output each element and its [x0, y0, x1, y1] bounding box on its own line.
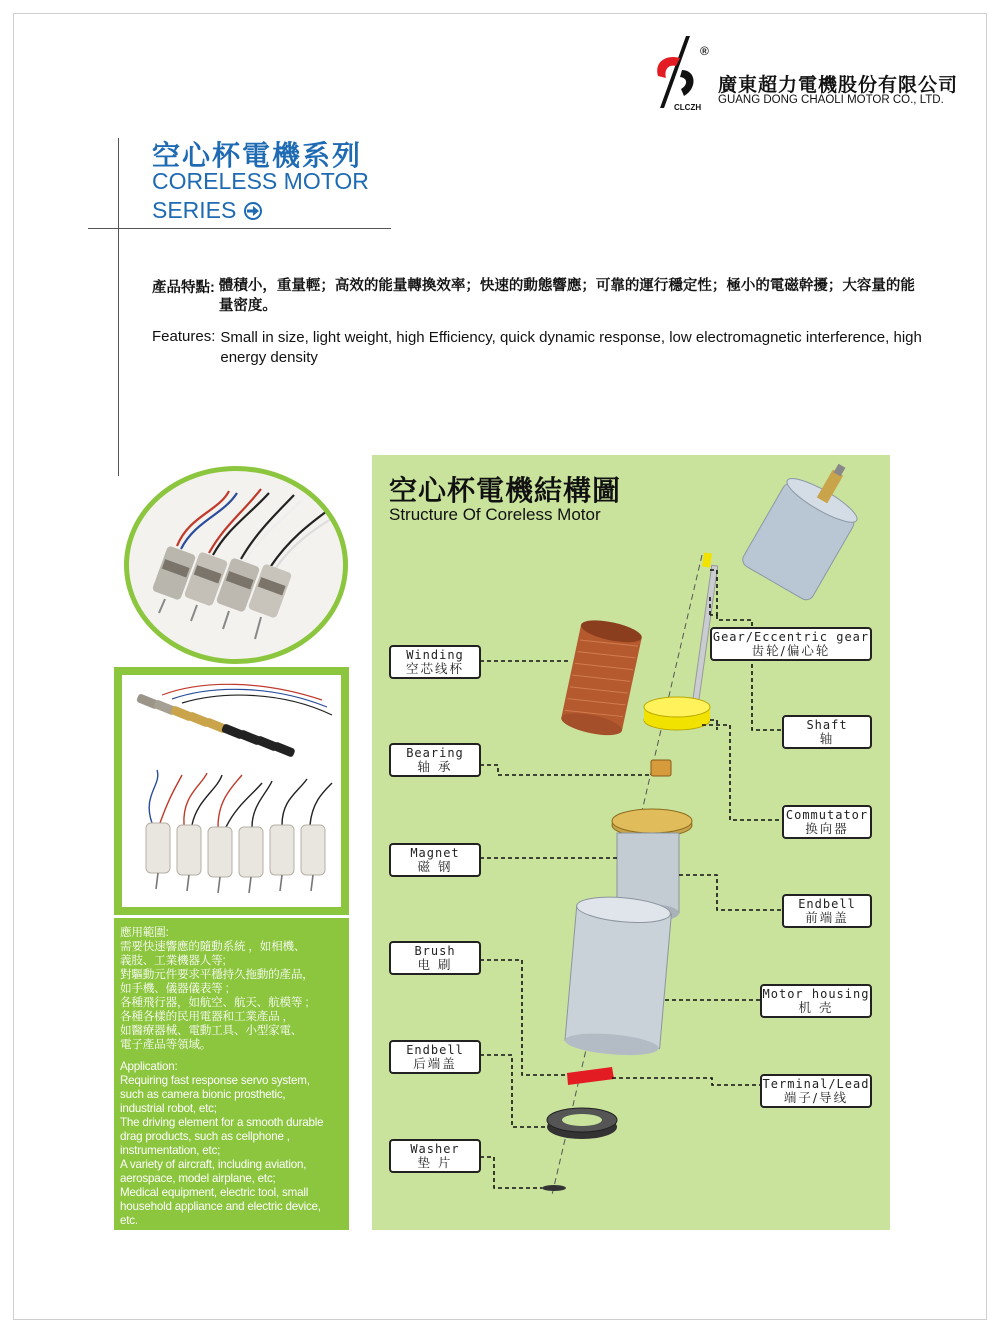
label-magnet-cn: 磁 钢 [417, 859, 453, 874]
application-en-line: industrial robot, etc; [120, 1102, 217, 1115]
features-text-cn: 體積小，重量輕；高效的能量轉換效率；快速的動態響應；可靠的運行穩定性；極小的電磁幹擾；大容量的能量密度。 [218, 278, 915, 314]
application-en-line: such as camera bionic prosthetic, [120, 1088, 286, 1101]
application-cn-line: 需要快速響應的隨動系統 ，如相機、 [120, 940, 306, 953]
label-brush-cn: 电 刷 [417, 957, 453, 972]
label-gear-cn: 齿轮/偏心轮 [751, 643, 831, 658]
label-bearing-cn: 轴 承 [417, 759, 453, 774]
label-washer-cn: 垫 片 [417, 1155, 453, 1170]
label-motor-housing [760, 984, 872, 1018]
assembled-motor [740, 455, 877, 603]
coreless-motors-photo [129, 471, 343, 659]
title-vertical-rule [118, 138, 119, 476]
label-endbell-front-en: Endbell [798, 897, 856, 911]
company-name-en: GUANG DONG CHAOLI MOTOR CO., LTD. [718, 94, 944, 106]
features-text-en: Small in size, light weight, high Efficiency, quick dynamic response, low electromagnetic interference, high energy density [220, 329, 922, 366]
label-endbell-front-cn: 前端盖 [805, 910, 849, 925]
label-winding-cn: 空芯线杯 [405, 661, 464, 676]
label-endbell-rear [389, 1040, 481, 1074]
structure-diagram [372, 455, 890, 1230]
label-bearing-en: Bearing [406, 746, 464, 760]
structure-title-cn: 空心杯電機結構圖 [389, 474, 622, 507]
label-magnet-en: Magnet [410, 846, 460, 860]
label-gear [710, 627, 872, 661]
structure-title-en: Structure Of Coreless Motor [389, 505, 601, 524]
application-cn-line: 如醫療器械、電動工具、小型家電、 [120, 1024, 303, 1037]
application-en-line: instrumentation, etc; [120, 1144, 221, 1157]
application-section [114, 918, 349, 1230]
application-en-line: household appliance and electric device, [120, 1200, 321, 1213]
series-title-en-line2 [152, 197, 262, 224]
label-washer-en: Washer [410, 1142, 460, 1156]
label-endbell-rear-en: Endbell [406, 1043, 464, 1057]
application-en-line: Requiring fast response servo system, [120, 1074, 310, 1087]
label-endbell-front [782, 894, 872, 928]
application-cn-line: 電子產品等領域。 [120, 1038, 212, 1051]
label-winding-en: Winding [406, 648, 464, 662]
label-endbell-rear-cn: 后端盖 [413, 1056, 457, 1071]
label-commutator-en: Commutator [785, 808, 869, 822]
application-en-line: aerospace, model airplane, etc; [120, 1172, 276, 1185]
application-en-line: The driving element for a smooth durable [120, 1116, 324, 1129]
features-label-en: Features: [152, 328, 216, 345]
company-name-cn: 廣東超力電機股份有限公司 [718, 75, 959, 96]
label-commutator-cn: 换向器 [805, 821, 849, 836]
series-title-en-line1: CORELESS MOTOR [152, 168, 369, 194]
label-shaft [782, 715, 872, 749]
application-cn [120, 926, 345, 1052]
label-brush-en: Brush [414, 944, 456, 958]
series-title-cn: 空心杯電機系列 [152, 139, 363, 172]
application-cn-line: 如手機、儀器儀表等 ; [120, 982, 229, 995]
label-shaft-en: Shaft [806, 718, 848, 732]
label-terminal-cn: 端子/导线 [783, 1090, 849, 1105]
label-magnet [389, 843, 481, 877]
label-gear-en: Gear/Eccentric gear [712, 630, 870, 644]
label-terminal [760, 1074, 872, 1108]
application-cn-line: 各種飛行器，如航空、航天、航模等 ; [120, 996, 309, 1009]
right-arrow-circle-icon [244, 202, 262, 220]
label-motor-housing-en: Motor housing [762, 987, 870, 1001]
motor-photo-circle [124, 466, 348, 664]
application-en-line: Application: [120, 1060, 178, 1073]
motor-photos-frame [114, 667, 349, 915]
application-cn-line: 對驅動元件要求平穩持久拖動的產品， [120, 968, 314, 981]
motor-product-photos [122, 675, 341, 907]
label-brush [389, 941, 481, 975]
features-section [152, 276, 922, 368]
label-motor-housing-cn: 机 壳 [798, 1000, 834, 1015]
label-winding [389, 645, 481, 679]
series-title-en-text: SERIES [152, 197, 237, 223]
application-en-line: etc. [120, 1214, 138, 1227]
motor-photos [122, 675, 341, 907]
application-cn-line: 義肢、工業機器人等; [120, 954, 226, 967]
label-shaft-cn: 轴 [819, 731, 835, 746]
logo-mark-text: CLCZH [674, 103, 702, 112]
label-bearing [389, 743, 481, 777]
application-cn-line: 應用範圍: [120, 926, 169, 939]
application-en-line: Medical equipment, electric tool, small [120, 1186, 309, 1199]
application-en [120, 1060, 345, 1228]
title-horizontal-rule [88, 228, 391, 229]
application-cn-line: 各種各樣的民用電器和工業產品 ， [120, 1010, 294, 1023]
features-label-cn: 產品特點: [152, 280, 215, 296]
application-en-line: A variety of aircraft, including aviation, [120, 1158, 307, 1171]
label-washer [389, 1139, 481, 1173]
label-commutator [782, 805, 872, 839]
application-en-line: drag products, such as cellphone , [120, 1130, 290, 1143]
registered-mark: ® [700, 44, 709, 58]
label-terminal-en: Terminal/Lead [762, 1077, 870, 1091]
